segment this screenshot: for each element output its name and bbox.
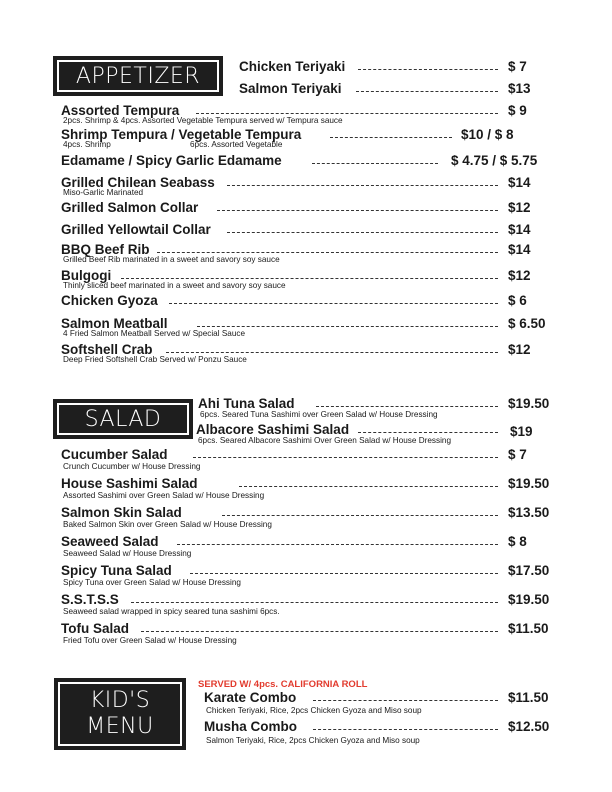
appetizer-item-price: $14: [508, 222, 531, 237]
salad-item-name: S.S.T.S.S: [61, 592, 119, 607]
appetizer-item-leader: [227, 232, 498, 233]
kids-item-leader: [313, 729, 498, 730]
salad-item-price: $19.50: [508, 396, 550, 411]
appetizer-item-price: $14: [508, 175, 531, 190]
salad-item-description: Baked Salmon Skin over Green Salad w/ House Dressing: [63, 520, 272, 529]
salad-item-description: Crunch Cucumber w/ House Dressing: [63, 462, 201, 471]
kids-served-note: SERVED W/ 4pcs. CALIFORNIA ROLL: [198, 679, 368, 690]
salad-item-name: Cucumber Salad: [61, 447, 168, 462]
salad-item-name: Tofu Salad: [61, 621, 130, 636]
kids-item-leader: [313, 700, 498, 701]
salad-item-price: $19.50: [508, 592, 550, 607]
salad-item-leader: [222, 515, 498, 516]
kids-item-name: Karate Combo: [204, 690, 297, 705]
salad-item-price: $ 8: [508, 534, 527, 549]
appetizer-item-price: $14: [508, 242, 531, 257]
salad-item-leader: [190, 573, 498, 574]
kids-item-name: Musha Combo: [204, 719, 297, 734]
salad-item-price: $19.50: [508, 476, 550, 491]
appetizer-item-leader: [197, 326, 498, 327]
appetizer-item-price: $10 / $ 8: [461, 127, 514, 142]
appetizer-heading: APPETIZER: [57, 60, 219, 92]
salad-item-leader: [239, 486, 498, 487]
kids-item-description: Chicken Teriyaki, Rice, 2pcs Chicken Gyoza and Miso soup: [206, 706, 422, 715]
appetizer-item-leader: [312, 163, 438, 164]
salad-item-name: Spicy Tuna Salad: [61, 563, 172, 578]
appetizer-item-name: Shrimp Tempura / Vegetable Tempura: [61, 127, 302, 142]
appetizer-item-leader: [330, 137, 452, 138]
appetizer-item-leader: [356, 91, 498, 92]
appetizer-item-leader: [121, 278, 498, 279]
appetizer-item-description: Thinly sliced beef marinated in a sweet and savory soy sauce: [63, 281, 286, 290]
appetizer-item-name: Salmon Meatball: [61, 316, 168, 331]
appetizer-item-description: 4 Fried Salmon Meatball Served w/ Special Sauce: [63, 329, 246, 338]
appetizer-item-description: Deep Fried Softshell Crab Served w/ Ponzu Sauce: [63, 355, 247, 364]
appetizer-item-name: Assorted Tempura: [61, 103, 180, 118]
salad-item-name: Seaweed Salad: [61, 534, 159, 549]
appetizer-item-name: Softshell Crab: [61, 342, 153, 357]
appetizer-item-price: $12: [508, 200, 531, 215]
salad-item-leader: [141, 631, 498, 632]
appetizer-item-name: Salmon Teriyaki: [239, 81, 342, 96]
salad-item-price: $17.50: [508, 563, 550, 578]
appetizer-item-name: BBQ Beef Rib: [61, 242, 150, 257]
appetizer-item-leader: [169, 303, 498, 304]
appetizer-item-leader: [166, 352, 498, 353]
salad-heading: SALAD: [57, 403, 189, 435]
salad-item-description: Fried Tofu over Green Salad w/ House Dressing: [63, 636, 237, 645]
salad-item-leader: [193, 457, 498, 458]
appetizer-item-description-secondary: 6pcs. Assorted Vegetable: [190, 140, 283, 149]
salad-item-leader: [131, 602, 498, 603]
appetizer-item-price: $13: [508, 81, 531, 96]
salad-item-price: $13.50: [508, 505, 550, 520]
appetizer-item-price: $ 9: [508, 103, 527, 118]
appetizer-item-name: Bulgogi: [61, 268, 112, 283]
appetizer-item-name: Grilled Salmon Collar: [61, 200, 199, 215]
salad-item-description: Seaweed salad wrapped in spicy seared tuna sashimi 6pcs.: [63, 607, 280, 616]
kids-item-price: $11.50: [508, 690, 549, 705]
appetizer-item-price: $12: [508, 268, 531, 283]
salad-item-description: 6pcs. Seared Albacore Sashimi Over Green Salad w/ House Dressing: [198, 436, 452, 445]
salad-item-leader: [358, 432, 498, 433]
appetizer-item-description: 4pcs. Shrimp: [63, 140, 111, 149]
salad-item-name: Salmon Skin Salad: [61, 505, 182, 520]
salad-item-name: Albacore Sashimi Salad: [196, 422, 350, 437]
appetizer-item-leader: [196, 113, 498, 114]
salad-item-description: 6pcs. Seared Tuna Sashimi over Green Salad w/ House Dressing: [200, 410, 438, 419]
kids-heading-line1: KID'S: [89, 688, 151, 713]
kids-item-price: $12.50: [508, 719, 550, 734]
salad-item-leader: [316, 406, 498, 407]
appetizer-item-description: Miso-Garlic Marinated: [63, 188, 144, 197]
appetizer-item-leader: [358, 69, 498, 70]
salad-item-description: Seaweed Salad w/ House Dressing: [63, 549, 192, 558]
kids-menu-heading: [58, 682, 182, 746]
salad-item-price: $19: [510, 424, 533, 439]
appetizer-item-price: $ 6: [508, 293, 527, 308]
appetizer-item-name: Chicken Gyoza: [61, 293, 158, 308]
salad-item-price: $11.50: [508, 621, 549, 636]
appetizer-item-description: 2pcs. Shrimp & 4pcs. Assorted Vegetable Tempura served w/ Tempura sauce: [63, 116, 343, 125]
kids-item-description: Salmon Teriyaki, Rice, 2pcs Chicken Gyoza and Miso soup: [206, 736, 420, 745]
appetizer-item-name: Chicken Teriyaki: [239, 59, 346, 74]
appetizer-item-name: Grilled Yellowtail Collar: [61, 222, 211, 237]
salad-item-price: $ 7: [508, 447, 527, 462]
appetizer-item-name: Edamame / Spicy Garlic Edamame: [61, 153, 282, 168]
appetizer-item-price: $ 7: [508, 59, 527, 74]
appetizer-item-leader: [217, 210, 498, 211]
appetizer-item-leader: [157, 252, 498, 253]
appetizer-item-leader: [227, 185, 498, 186]
salad-item-description: Spicy Tuna over Green Salad w/ House Dressing: [63, 578, 241, 587]
kids-heading-line2: MENU: [86, 714, 154, 739]
salad-item-name: Ahi Tuna Salad: [198, 396, 295, 411]
appetizer-item-price: $ 4.75 / $ 5.75: [451, 153, 538, 168]
appetizer-item-price: $12: [508, 342, 531, 357]
appetizer-item-description: Grilled Beef Rib marinated in a sweet and savory soy sauce: [63, 255, 280, 264]
appetizer-item-price: $ 6.50: [508, 316, 546, 331]
salad-item-name: House Sashimi Salad: [61, 476, 198, 491]
appetizer-item-name: Grilled Chilean Seabass: [61, 175, 215, 190]
salad-item-leader: [177, 544, 498, 545]
salad-item-description: Assorted Sashimi over Green Salad w/ House Dressing: [63, 491, 265, 500]
